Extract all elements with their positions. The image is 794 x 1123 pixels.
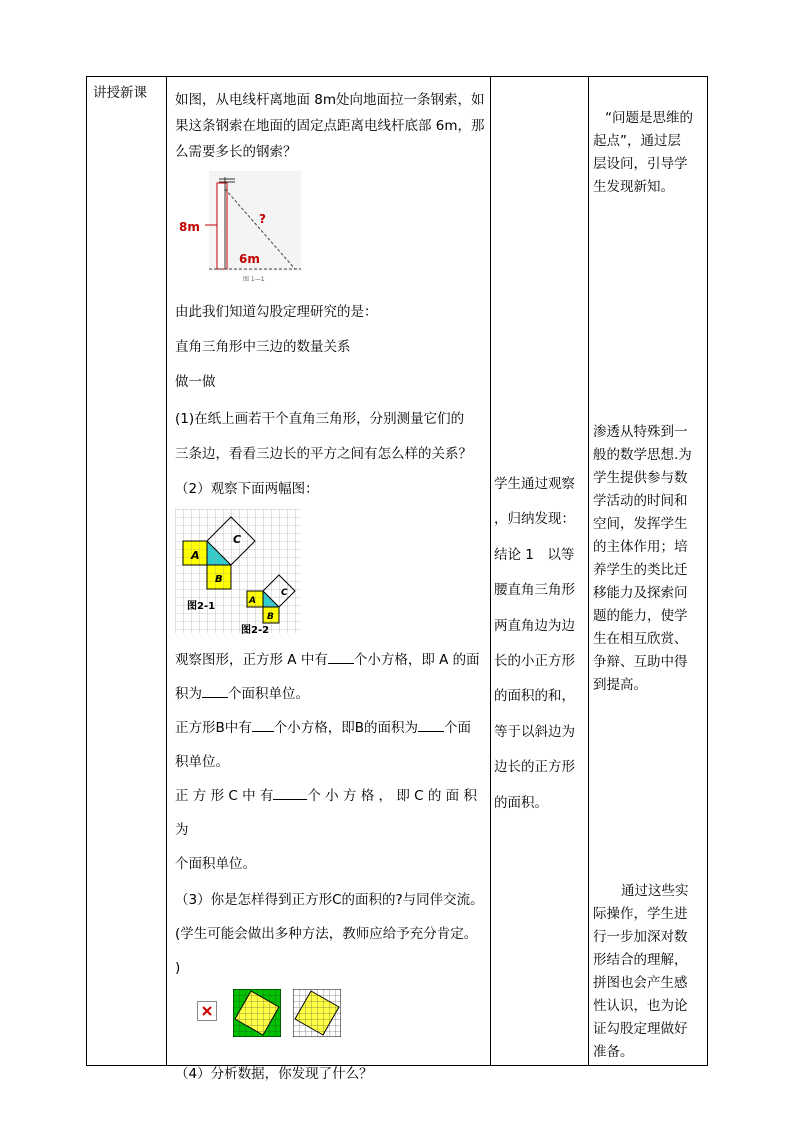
observe-b-line2: 积单位。: [175, 754, 229, 770]
text: 观察图形，正方形 A 中有: [175, 652, 328, 668]
column-divider: [490, 77, 491, 1065]
question-mark: ?: [259, 212, 266, 226]
blank: [273, 785, 307, 800]
intent-line: 移能力及探索问: [593, 585, 688, 601]
step1-text: [175, 402, 487, 472]
step-line: (学生可能会做出多种方法，教师应给予充分肯定。: [175, 926, 478, 942]
lesson-table: [86, 76, 708, 1082]
intent-block-3: [593, 880, 707, 1064]
observe-text: [175, 643, 487, 881]
observe-c-line2: 个面积单位。: [175, 856, 256, 872]
student-line: 学生通过观察: [494, 476, 575, 492]
column-divider: [166, 77, 167, 1065]
student-line: ，归纳发现：: [494, 511, 575, 528]
blank: [202, 683, 228, 698]
intent-line: 证勾股定理做好: [593, 1021, 688, 1037]
step4-text: （4）分析数据，你发现了什么？: [175, 1066, 373, 1082]
grid-lines: [175, 509, 301, 633]
student-line: 长的小正方形: [494, 653, 575, 670]
student-line: 等于以斜边为: [494, 723, 575, 740]
text: 个面积单位。: [228, 686, 309, 702]
problem-line: 果这条钢索在地面的固定点距离电线杆底部 6m，那: [175, 118, 485, 134]
pole-figure: [179, 169, 319, 289]
observe-a-line2: [175, 677, 487, 711]
text: 个小方格，即B的面积为: [273, 720, 419, 736]
intent-line: 题的能力，使学: [593, 608, 688, 624]
intent-line: 生在相互欣赏、: [593, 631, 688, 647]
intent-line: 生发现新知。: [593, 179, 674, 195]
intent-line: 学生提供参与数: [593, 470, 688, 486]
text: 个小方格，即 A 的面: [353, 652, 480, 668]
column-divider: [588, 77, 589, 1065]
text: 积为: [175, 686, 202, 702]
observe-c-line1: [175, 779, 487, 847]
intro-line: 直角三角形中三边的数量关系: [175, 339, 351, 355]
text: 个 小 方 格 ， 即 C 的 面 积 为: [175, 788, 477, 838]
observe-a-line1: [175, 643, 487, 677]
teaching-content-column: [175, 87, 487, 1091]
label-c: C: [233, 533, 242, 546]
student-line: 两直角边为边: [494, 617, 575, 634]
caption-2-2: 图2-2: [241, 625, 270, 635]
intent-line: 渗透从特殊到一: [593, 424, 688, 440]
label-c2: C: [281, 588, 288, 598]
student-line: 的面积。: [494, 794, 548, 811]
observe-b-line1: [175, 711, 487, 745]
intent-line: 到提高。: [593, 677, 647, 693]
intent-line: 际操作，学生进: [593, 906, 688, 922]
intro-text: [175, 295, 487, 400]
intent-line: “问题是思维的: [605, 110, 693, 126]
label-a: A: [191, 549, 200, 562]
intent-line: 空间，发挥学生: [593, 516, 688, 532]
step-line: ): [175, 960, 181, 976]
intent-line: 的主体作用；培: [593, 539, 688, 555]
step2-heading: （2）观察下面两幅图：: [175, 481, 319, 497]
intent-line: 通过这些实: [621, 883, 689, 899]
base-label: 6m: [239, 252, 260, 266]
intent-line: 拼图也会产生感: [593, 975, 688, 991]
caption-2-1: 图2-1: [187, 601, 216, 612]
problem-text: [175, 87, 487, 165]
intro-line: 由此我们知道勾股定理研究的是：: [175, 304, 378, 320]
text: 个面: [444, 720, 472, 736]
text: 正 方 形 C 中 有: [175, 788, 274, 804]
intent-line: 准备。: [593, 1044, 634, 1060]
step-line: 三条边，看看三边长的平方之间有怎么样的关系？: [175, 446, 472, 462]
student-line: 腰直角三角形: [494, 582, 575, 599]
text: 正方形B中有: [175, 720, 252, 736]
label-b2: B: [267, 612, 274, 622]
label-b: B: [215, 574, 223, 585]
intent-line: 学活动的时间和: [593, 493, 688, 509]
intent-block-1: [593, 107, 707, 199]
method-images: [175, 989, 487, 1049]
blank: [418, 717, 444, 732]
student-line: 结论 1 以等: [494, 546, 575, 563]
problem-line: 么需要多长的钢索？: [175, 144, 297, 160]
white-grid-method-image: [293, 989, 341, 1037]
intent-line: 般的数学思想.为: [593, 447, 692, 463]
student-activity-column: [494, 467, 588, 821]
blank: [328, 649, 354, 664]
grid-figure: [175, 509, 303, 635]
figure-caption: 图 1—1: [243, 276, 265, 283]
step3-text: [175, 883, 487, 985]
intent-line: 行一步加深对数: [593, 929, 688, 945]
step-line: (1)在纸上画若干个直角三角形，分别测量它们的: [175, 411, 465, 427]
intent-line: 层设问，引导学: [593, 156, 688, 172]
broken-image-icon: [197, 1001, 217, 1021]
intent-line: 形结合的理解，: [593, 952, 688, 968]
height-label: 8m: [179, 220, 200, 234]
intent-line: 性认识，也为论: [593, 998, 688, 1014]
step-line: （3）你是怎样得到正方形C的面积的?与同伴交流。: [175, 892, 484, 908]
intent-line: 争辩、互助中得: [593, 654, 688, 670]
label-a2: A: [249, 596, 256, 606]
problem-line: 如图，从电线杆离地面 8m处向地面拉一条钢索，如: [175, 92, 485, 108]
section-label: 讲授新课: [93, 85, 147, 101]
green-grid-method-image: [233, 989, 281, 1037]
intro-line: 做一做: [175, 374, 216, 390]
student-line: 边长的正方形: [494, 759, 575, 776]
blank: [252, 717, 274, 732]
intent-line: 起点”，通过层: [593, 133, 681, 149]
intent-line: 养学生的类比迁: [593, 562, 688, 578]
student-line: 的面积的和，: [494, 688, 575, 705]
intent-block-2: [593, 421, 707, 697]
